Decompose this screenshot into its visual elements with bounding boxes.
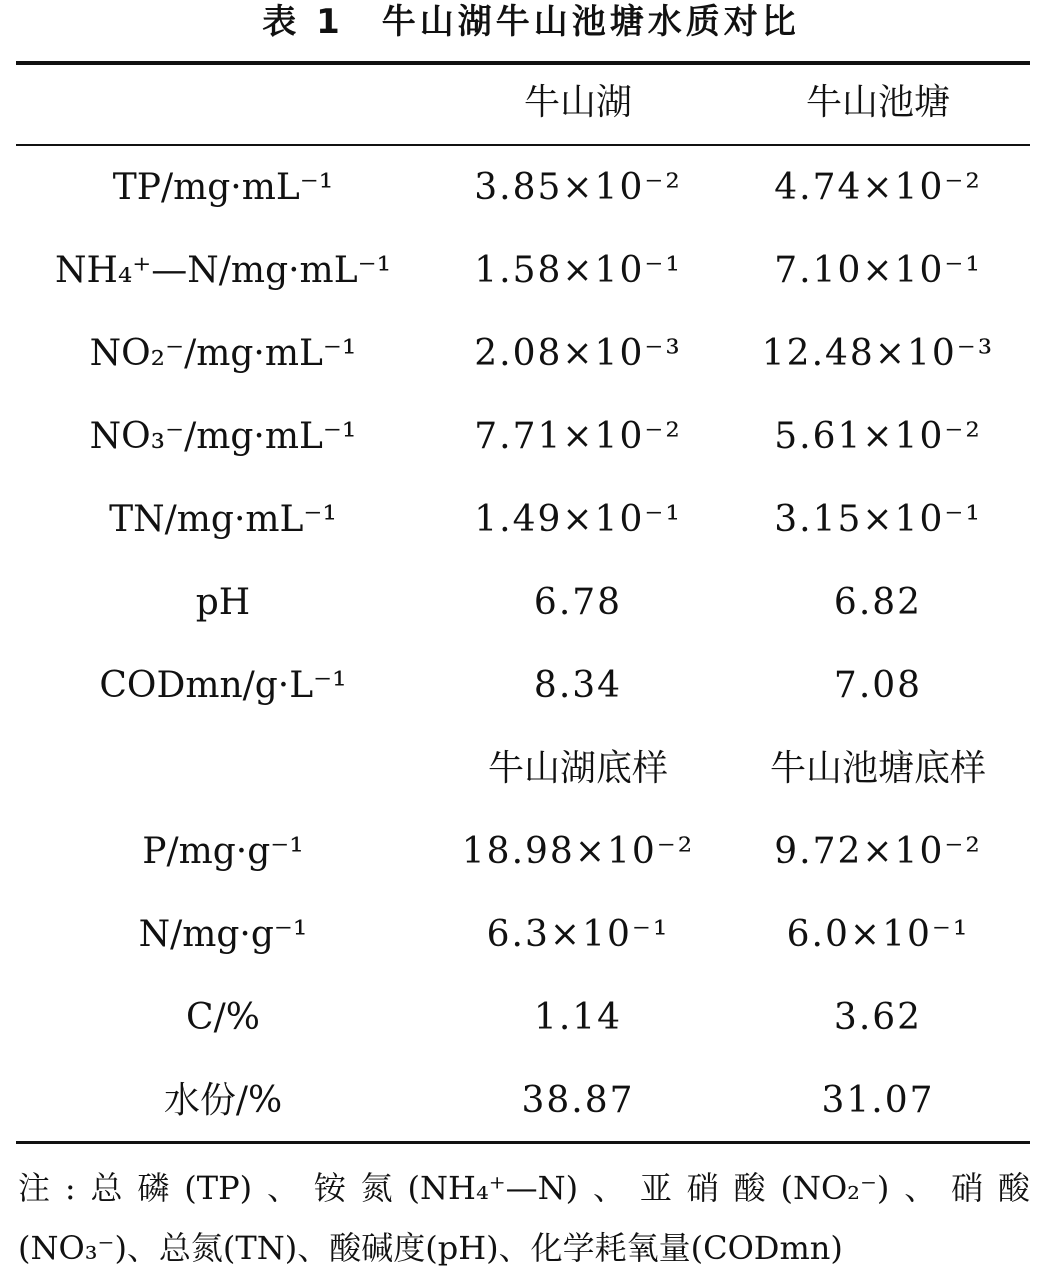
table-row [0, 312, 1062, 396]
pond-sediment-value: 3.62 [833, 997, 923, 1038]
pond-sediment-value: 9.72×10⁻² [774, 831, 982, 872]
table-row [0, 1059, 1062, 1143]
parameter-label: N/mg·g⁻¹ [138, 914, 308, 955]
parameter-label: 水份/% [163, 1080, 283, 1121]
table-row [0, 146, 1062, 230]
lake-value: 2.08×10⁻³ [474, 333, 682, 374]
header-cell: 牛山池塘底样 [769, 748, 986, 789]
pond-value: 7.08 [833, 665, 923, 706]
pond-value: 3.15×10⁻¹ [774, 499, 982, 540]
header-cell: 牛山湖底样 [487, 748, 668, 789]
header-cell [16, 61, 430, 145]
pond-value: 6.82 [833, 582, 923, 623]
parameter-label: C/% [186, 997, 260, 1038]
parameter-label: CODmn/g·L⁻¹ [99, 665, 347, 706]
water-header-row [0, 61, 1062, 145]
parameter-label: NH₄⁺—N/mg·mL⁻¹ [54, 250, 392, 291]
pond-sediment-value: 6.0×10⁻¹ [786, 914, 970, 955]
lake-sediment-value: 6.3×10⁻¹ [486, 914, 670, 955]
parameter-label: TP/mg·mL⁻¹ [112, 167, 334, 208]
lake-value: 1.49×10⁻¹ [474, 499, 682, 540]
table-row [0, 561, 1062, 645]
parameter-label: TN/mg·mL⁻¹ [109, 499, 337, 540]
lake-sediment-value: 18.98×10⁻² [461, 831, 695, 872]
parameter-label: P/mg·g⁻¹ [142, 831, 304, 872]
parameter-label: pH [195, 582, 251, 623]
table-row [0, 893, 1062, 977]
table-row [0, 810, 1062, 894]
parameter-label: NO₃⁻/mg·mL⁻¹ [89, 416, 357, 457]
parameter-label: NO₂⁻/mg·mL⁻¹ [89, 333, 357, 374]
table-caption: 表 1 牛山湖牛山池塘水质对比 [262, 2, 800, 42]
lake-value: 8.34 [533, 665, 623, 706]
header-cell: 牛山池塘 [805, 82, 950, 123]
lake-value: 1.58×10⁻¹ [474, 250, 682, 291]
lake-value: 7.71×10⁻² [474, 416, 682, 457]
table-note-line-2: (NO₃⁻)、总氮(TN)、酸碱度(pH)、化学耗氧量(CODmn) [18, 1229, 843, 1267]
table-note-line-1: 注:总磷(TP)、铵氮(NH₄⁺—N)、亚硝酸(NO₂⁻)、硝酸 [18, 1169, 1030, 1207]
pond-value: 4.74×10⁻² [774, 167, 982, 208]
lake-sediment-value: 38.87 [521, 1080, 635, 1121]
lake-sediment-value: 1.14 [533, 997, 623, 1038]
table-row [0, 229, 1062, 313]
pond-value: 5.61×10⁻² [774, 416, 982, 457]
table-row [0, 478, 1062, 562]
lake-value: 3.85×10⁻² [474, 167, 682, 208]
table-row [0, 395, 1062, 479]
pond-value: 12.48×10⁻³ [761, 333, 995, 374]
header-cell [16, 727, 430, 811]
header-cell: 牛山湖 [523, 82, 632, 123]
pond-sediment-value: 31.07 [821, 1080, 935, 1121]
table-row [0, 644, 1062, 728]
sediment-header-row [0, 727, 1062, 811]
pond-value: 7.10×10⁻¹ [774, 250, 982, 291]
lake-value: 6.78 [533, 582, 623, 623]
bottom-rule [16, 1141, 1030, 1144]
table-row [0, 976, 1062, 1060]
